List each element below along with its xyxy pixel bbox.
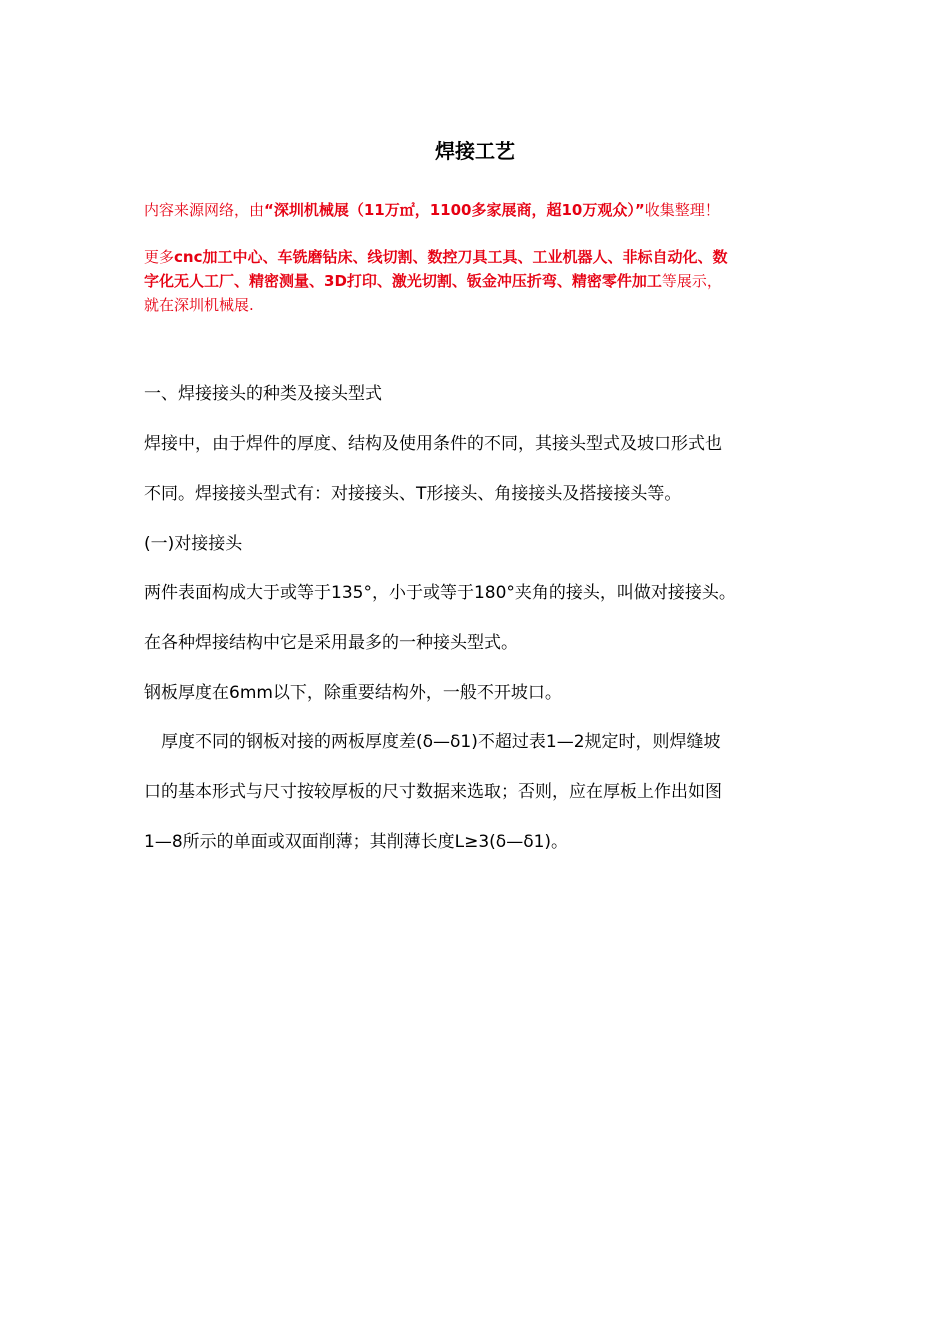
- section-heading: 一、焊接接头的种类及接头型式: [144, 384, 382, 404]
- source-notice-suffix: 收集整理！: [644, 201, 720, 219]
- paragraph-line: 两件表面构成大于或等于135°，小于或等于180°夹角的接头，叫做对接接头。: [144, 583, 736, 603]
- exhibition-notice: [144, 245, 814, 317]
- exhibition-notice-suffix: 等展示，: [661, 272, 722, 290]
- exhibition-notice-line-2: [144, 269, 814, 293]
- paragraph-line: 在各种焊接结构中它是采用最多的一种接头型式。: [144, 633, 518, 653]
- exhibition-notice-items-a: cnc加工中心、车铣磨钻床、线切割、数控刀具工具、工业机器人、非标自动化、数: [174, 248, 728, 266]
- paragraph-line: 不同。焊接接头型式有：对接接头、T形接头、角接接头及搭接接头等。: [144, 484, 682, 504]
- paragraph-line: 口的基本形式与尺寸按较厚板的尺寸数据来选取；否则，应在厚板上作出如图: [144, 782, 722, 802]
- source-notice-prefix: 内容来源网络，由: [144, 201, 265, 219]
- document-title: 焊接工艺: [435, 139, 515, 163]
- exhibition-notice-items-b: 字化无人工厂、精密测量、3D打印、激光切割、钣金冲压折弯、精密零件加工: [144, 272, 662, 290]
- exhibition-notice-line-3: 就在深圳机械展.: [144, 296, 254, 314]
- paragraph-line: 焊接中，由于焊件的厚度、结构及使用条件的不同，其接头型式及坡口形式也: [144, 434, 722, 454]
- exhibition-notice-prefix: 更多: [144, 248, 175, 266]
- source-notice-exhibition: “深圳机械展（11万㎡，1100多家展商，超10万观众）”: [264, 201, 645, 219]
- exhibition-notice-line-1: [144, 245, 814, 269]
- paragraph-line: 厚度不同的钢板对接的两板厚度差(δ—δ1)不超过表1—2规定时，则焊缝坡: [144, 732, 721, 752]
- source-notice: [144, 198, 720, 222]
- paragraph-line: 1—8所示的单面或双面削薄；其削薄长度L≥3(δ—δ1)。: [144, 832, 569, 852]
- subsection-heading: (一)对接接头: [144, 534, 243, 554]
- paragraph-line: 钢板厚度在6mm以下，除重要结构外，一般不开坡口。: [144, 683, 562, 703]
